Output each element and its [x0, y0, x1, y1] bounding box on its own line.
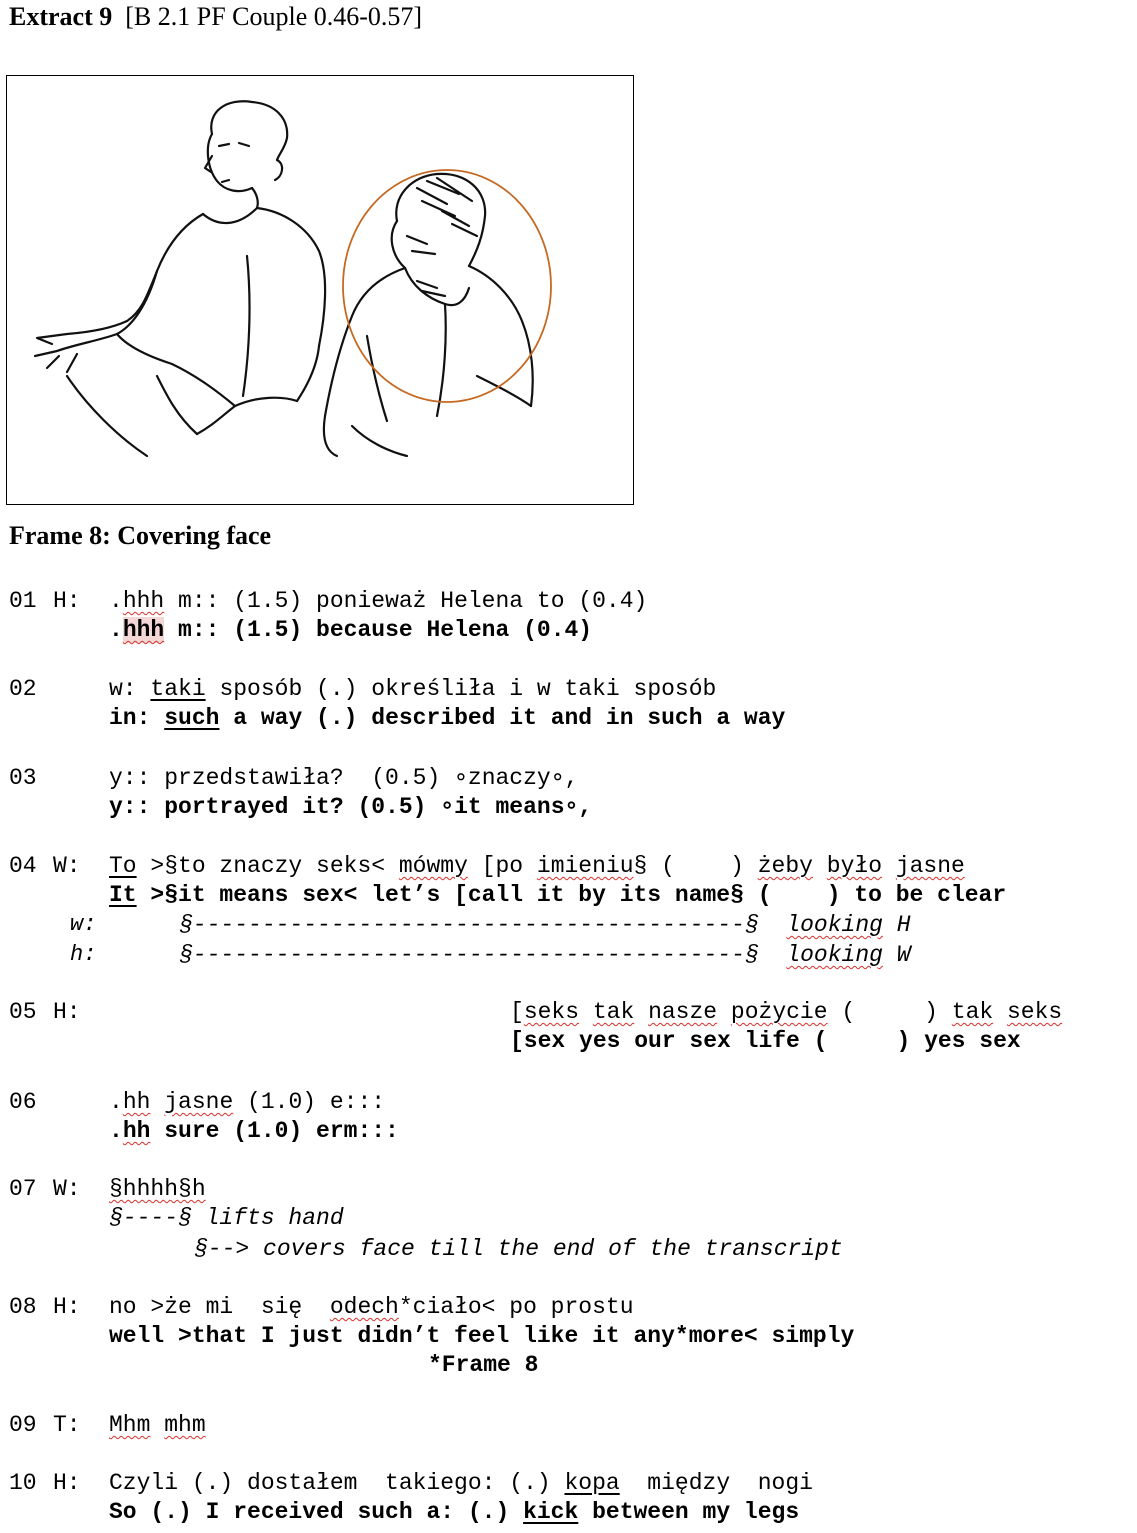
polish-line: To >§to znaczy seks< mówmy [po imieniu§ ( ) żeby było jasne — [109, 853, 965, 879]
speaker: W: — [53, 853, 81, 879]
polish-line: .hh jasne (1.0) e::: — [109, 1089, 386, 1115]
line-number: 05 — [9, 999, 37, 1025]
extract-reference: [B 2.1 PF Couple 0.46-0.57] — [125, 2, 423, 31]
gaze-label-w: w: — [70, 912, 97, 937]
polish-line: .hhh m:: (1.5) ponieważ Helena to (0.4) — [109, 588, 648, 614]
gaze-label-h: h: — [70, 942, 97, 967]
line-number: 06 — [9, 1089, 37, 1115]
line-number: 04 — [9, 853, 37, 879]
couple-line-drawing — [7, 76, 634, 505]
line-number: 07 — [9, 1176, 37, 1202]
line-number: 02 — [9, 676, 37, 702]
english-line: in: such a way (.) described it and in such a way — [109, 705, 786, 731]
english-line: [sex yes our sex life ( ) yes sex — [510, 1028, 1021, 1054]
english-line: So (.) I received such a: (.) kick between my legs — [109, 1499, 800, 1525]
line-number: 03 — [9, 765, 37, 791]
illustration-frame — [6, 75, 634, 505]
english-line: .hh sure (1.0) erm::: — [109, 1118, 399, 1144]
extract-label: Extract 9 — [9, 2, 113, 31]
polish-line: no >że mi się odech*ciało< po prostu — [109, 1294, 634, 1320]
polish-line: [seks tak nasze pożycie ( ) tak seks — [510, 999, 1063, 1025]
line-number: 01 — [9, 588, 37, 614]
english-line: .hhh m:: (1.5) because Helena (0.4) — [109, 617, 593, 643]
gaze-line-h: §----------------------------------------§ looking W — [179, 942, 911, 968]
annotation-lifts-hand: §----§ lifts hand — [109, 1205, 344, 1231]
english-line: well >that I just didn’t feel like it any*more< simply — [109, 1323, 855, 1349]
polish-line: §hhhh§h — [109, 1176, 206, 1202]
line-number: 10 — [9, 1470, 37, 1496]
english-line: y:: portrayed it? (0.5) ∘it means∘, — [109, 794, 593, 820]
frame-marker: *Frame 8 — [428, 1352, 539, 1378]
speaker: H: — [53, 999, 81, 1025]
figure-caption: Frame 8: Covering face — [9, 521, 272, 550]
speaker: T: — [53, 1412, 81, 1438]
line-number: 08 — [9, 1294, 37, 1320]
english-line: It >§it means sex< let’s [call it by its name§ ( ) to be clear — [109, 882, 1007, 908]
annotation-covers-face: §--> covers face till the end of the transcript — [194, 1236, 843, 1262]
extract-title — [9, 2, 422, 32]
polish-line: Mhm mhm — [109, 1412, 206, 1438]
gaze-line-w: §----------------------------------------§ looking H — [179, 912, 911, 938]
polish-line: Czyli (.) dostałem takiego: (.) kopa między nogi — [109, 1470, 813, 1496]
speaker: H: — [53, 1470, 81, 1496]
polish-line: w: taki sposób (.) określiła i w taki sposób — [109, 676, 717, 702]
line-number: 09 — [9, 1412, 37, 1438]
speaker: H: — [53, 1294, 81, 1320]
speaker: H: — [53, 588, 81, 614]
polish-line: y:: przedstawiła? (0.5) ∘znaczy∘, — [109, 765, 579, 791]
speaker: W: — [53, 1176, 81, 1202]
